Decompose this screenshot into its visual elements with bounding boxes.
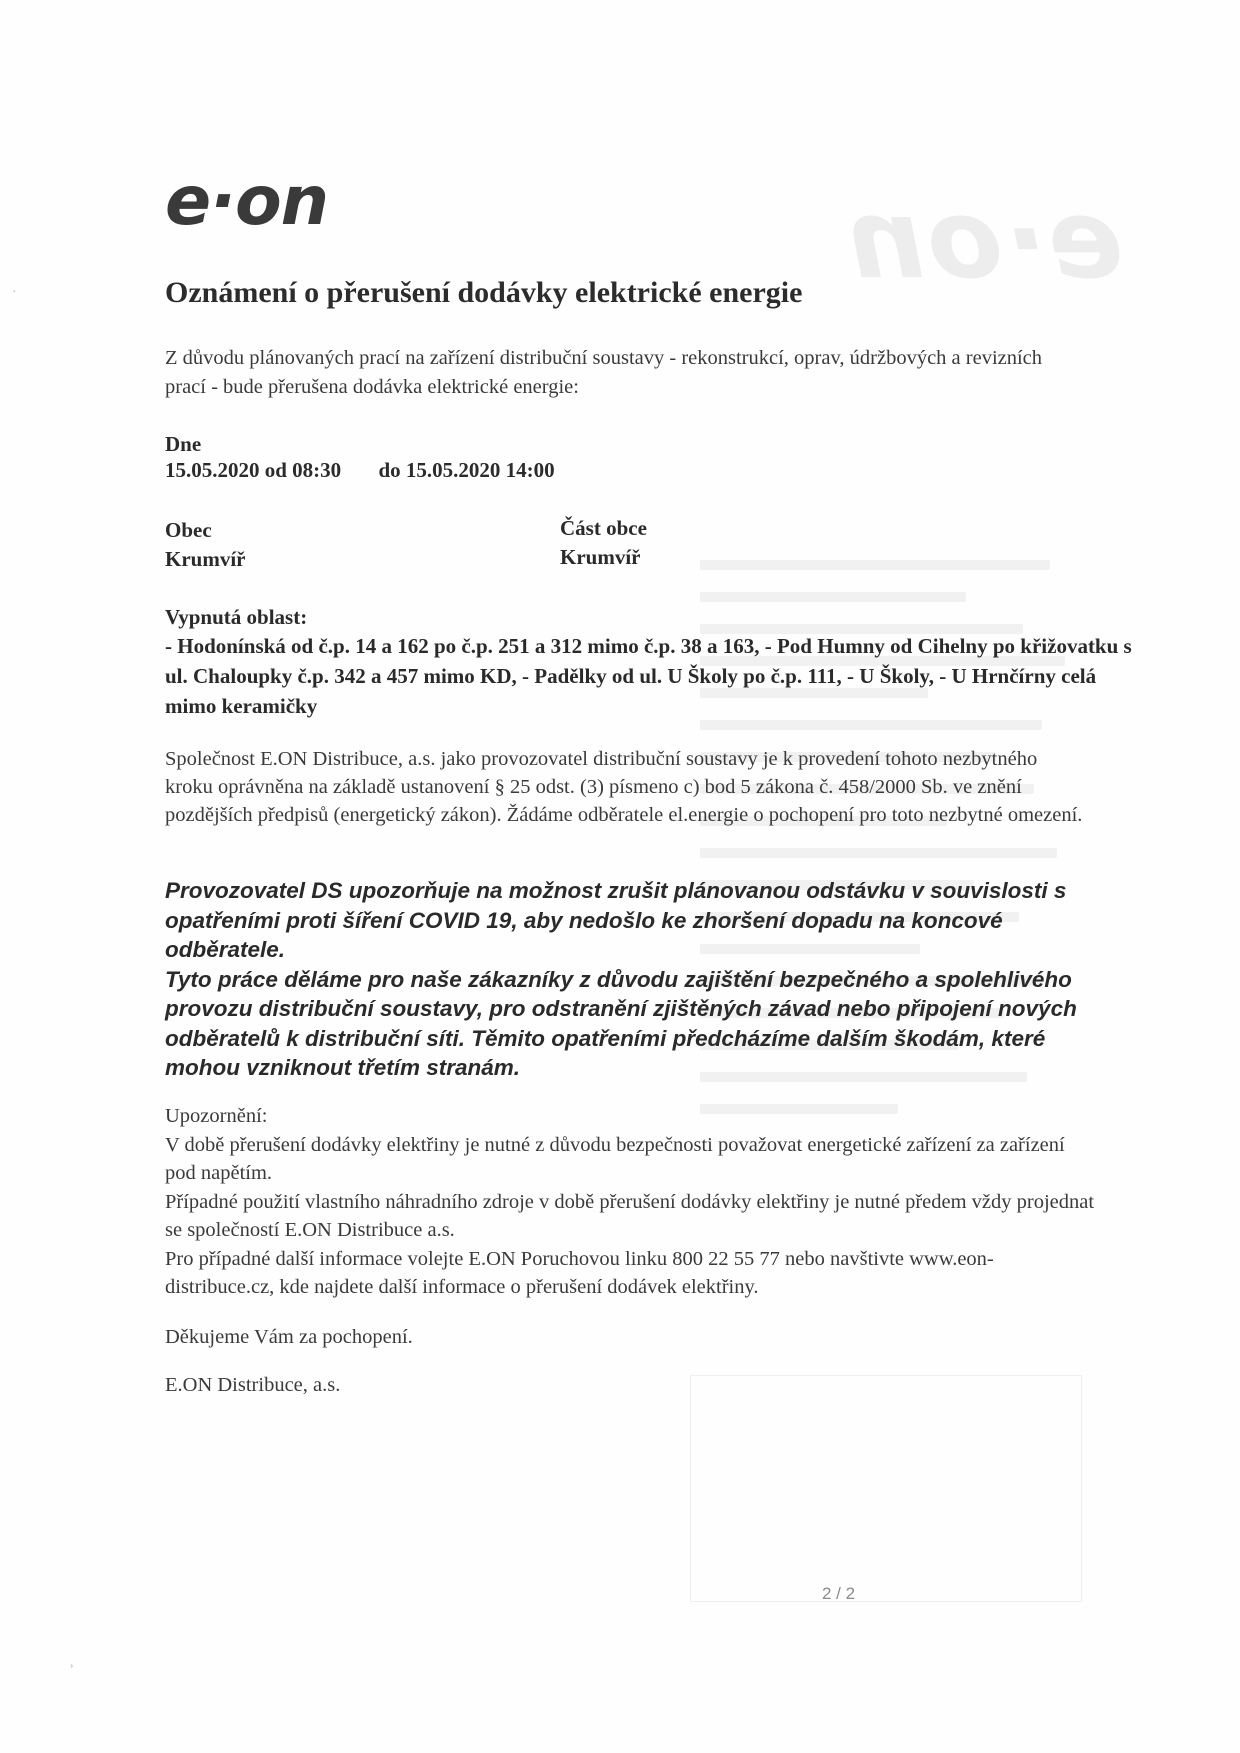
bleed-through-logo: e·on — [845, 175, 1124, 303]
page-title: Oznámení o přerušení dodávky elektrické energie — [165, 276, 803, 309]
company-statement: Společnost E.ON Distribuce, a.s. jako provozovatel distribuční soustavy je k provedení tohoto nezbytného kroku oprávněna na základě ustanovení § 25 odst. (3) písmeno c) bod 5 zákona č. 458/2000 Sb. ve znění pozdějších předpisů (energetický zákon). Žádáme odběratele el.energie o pochopení pro toto nezbytné omezení. — [165, 748, 1083, 826]
area-description: - Hodonínská od č.p. 14 a 162 po č.p. 251 a 312 mimo č.p. 38 a 163, - Pod Humny od Cihelny po křižovatku s ul. Chaloupky č.p. 342 a 457 mimo KD, - Padělky od ul. U Školy po č.p. 111, - U Školy, - U Hrnčírny celá mimo keramičky — [165, 634, 1132, 718]
scan-mark: , — [70, 1655, 74, 1670]
scan-mark: · — [12, 285, 17, 300]
signature-text: E.ON Distribuce, a.s. — [165, 1374, 341, 1396]
outage-dates — [165, 458, 555, 483]
area-label: Vypnutá oblast: — [165, 605, 308, 629]
eon-logo: e·on — [165, 162, 329, 241]
part-label: Část obce — [560, 516, 647, 540]
part-value: Krumvíř — [560, 545, 641, 569]
intro-text: Z důvodu plánovaných prací na zařízení distribuční soustavy - rekonstrukcí, oprav, údržbových a revizních prací - bude přerušena dodávka elektrické energie: — [165, 347, 1043, 398]
date-from: 15.05.2020 od 08:30 — [165, 458, 342, 482]
warning-line-1: V době přerušení dodávky elektřiny je nutné z důvodu bezpečnosti považovat energetické zařízení za zařízení pod napětím. — [165, 1133, 1065, 1184]
thanks-text: Děkujeme Vám za pochopení. — [165, 1326, 413, 1348]
date-to: do 15.05.2020 14:00 — [378, 458, 555, 482]
warning-label: Upozornění: — [165, 1105, 268, 1127]
warning-section — [165, 1102, 1095, 1302]
warning-line-3: Pro případné další informace volejte E.ON Poruchovou linku 800 22 55 77 nebo navštivte www.eon-distribuce.cz, kde najdete další informace o přerušení dodávek elektřiny. — [165, 1247, 994, 1298]
covid-notice-paragraph-2: Tyto práce děláme pro naše zákazníky z důvodu zajištění bezpečného a spolehlivého provozu distribuční soustavy, pro odstranění zjištěných závad nebo připojení nových odběratelů k distribuční síti. Těmito opatřeními předcházíme dalším škodám, které mohou vzniknout třetím stranám. — [165, 966, 1077, 1080]
municipality-value: Krumvíř — [165, 547, 246, 571]
municipality-label: Obec — [165, 518, 212, 542]
covid-notice — [165, 876, 1085, 1083]
bleed-through-box — [690, 1375, 1082, 1602]
day-label: Dne — [165, 432, 202, 456]
page-number: 2 / 2 — [822, 1584, 856, 1603]
covid-notice-paragraph: Provozovatel DS upozorňuje na možnost zrušit plánovanou odstávku v souvislosti s opatřeními proti šíření COVID 19, aby nedošlo ke zhoršení dopadu na koncové odběratele. — [165, 878, 1067, 962]
warning-line-2: Případné použití vlastního náhradního zdroje v době přerušení dodávky elektřiny je nutné předem vždy projednat se společností E.ON Distribuce a.s. — [165, 1190, 1095, 1241]
